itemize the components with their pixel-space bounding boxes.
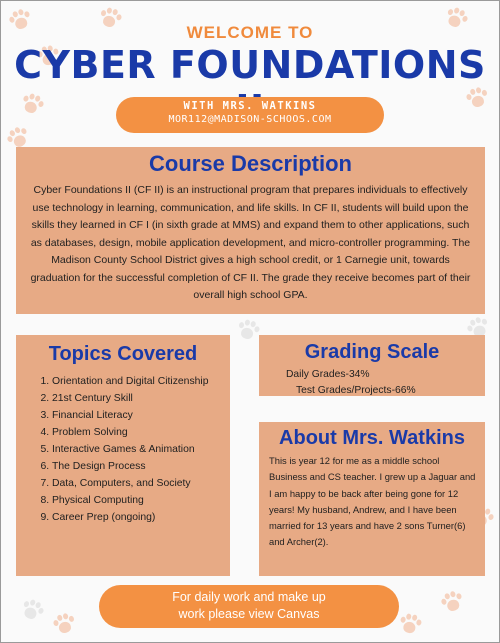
paw-print-icon xyxy=(397,611,422,636)
daily-grades-text: Daily Grades-34% xyxy=(286,369,370,380)
paw-print-icon xyxy=(17,595,46,624)
list-item: 5. Interactive Games & Animation xyxy=(52,441,230,458)
teacher-email[interactable]: MOR112@MADISON-SCHOOS.COM xyxy=(168,114,332,125)
canvas-banner xyxy=(99,585,399,628)
page-title: CYBER FOUNDATIONS xyxy=(14,43,486,87)
topics-box xyxy=(16,335,230,576)
paw-print-icon xyxy=(438,588,466,616)
list-item: 9. Career Prep (ongoing) xyxy=(52,509,230,526)
course-description-box xyxy=(16,147,485,314)
list-item: 6. The Design Process xyxy=(52,458,230,475)
course-description-heading: Course Description xyxy=(149,151,352,176)
course-description-text: Cyber Foundations II (CF II) is an instructional program that prepares individuals to effectively use technology in learning, communication, and life skills. In CF II, students will build upon the skills they learned in CF I (in sixth grade at MMS) and expand them to other applications, such as databases, design, mobile application development, and micro-controller programming. The Madison County School District gives a high school credit, or 1 Carnegie unit, towards graduation for the successful completion of CF II. The grade they receive becomes part of their overall high school GPA. xyxy=(30,184,471,301)
list-item: 7. Data, Computers, and Society xyxy=(52,475,230,492)
grading-heading: Grading Scale xyxy=(304,341,440,363)
test-grades-text: Test Grades/Projects-66% xyxy=(296,385,416,396)
topics-heading: Topics Covered xyxy=(48,343,198,365)
canvas-banner-line-1: For daily work and make up xyxy=(172,590,326,604)
paw-print-icon xyxy=(235,317,262,344)
about-heading: About Mrs. Watkins xyxy=(279,427,465,449)
list-item: 2. 21st Century Skill xyxy=(52,390,230,407)
list-item: 3. Financial Literacy xyxy=(52,407,230,424)
canvas-banner-line-2: work please view Canvas xyxy=(178,607,320,621)
list-item: 4. Problem Solving xyxy=(52,424,230,441)
grading-scale-box xyxy=(259,335,485,396)
about-text: This is year 12 for me as a middle school Business and CS teacher. I grew up a Jaguar and I am happy to be back after being gone for 12 years! My husband, Andrew, and I have been married for 13 years and have 2 sons Turner(6) and Archer(2). xyxy=(269,455,476,548)
topics-list xyxy=(16,373,230,526)
about-teacher-box xyxy=(259,422,485,576)
paw-print-icon xyxy=(51,611,78,638)
teacher-name: WITH MRS. WATKINS xyxy=(183,100,317,112)
welcome-heading: WELCOME TO xyxy=(186,23,314,42)
list-item: 1. Orientation and Digital Citizenship xyxy=(52,373,230,390)
teacher-banner xyxy=(116,97,384,133)
list-item: 8. Physical Computing xyxy=(52,492,230,509)
